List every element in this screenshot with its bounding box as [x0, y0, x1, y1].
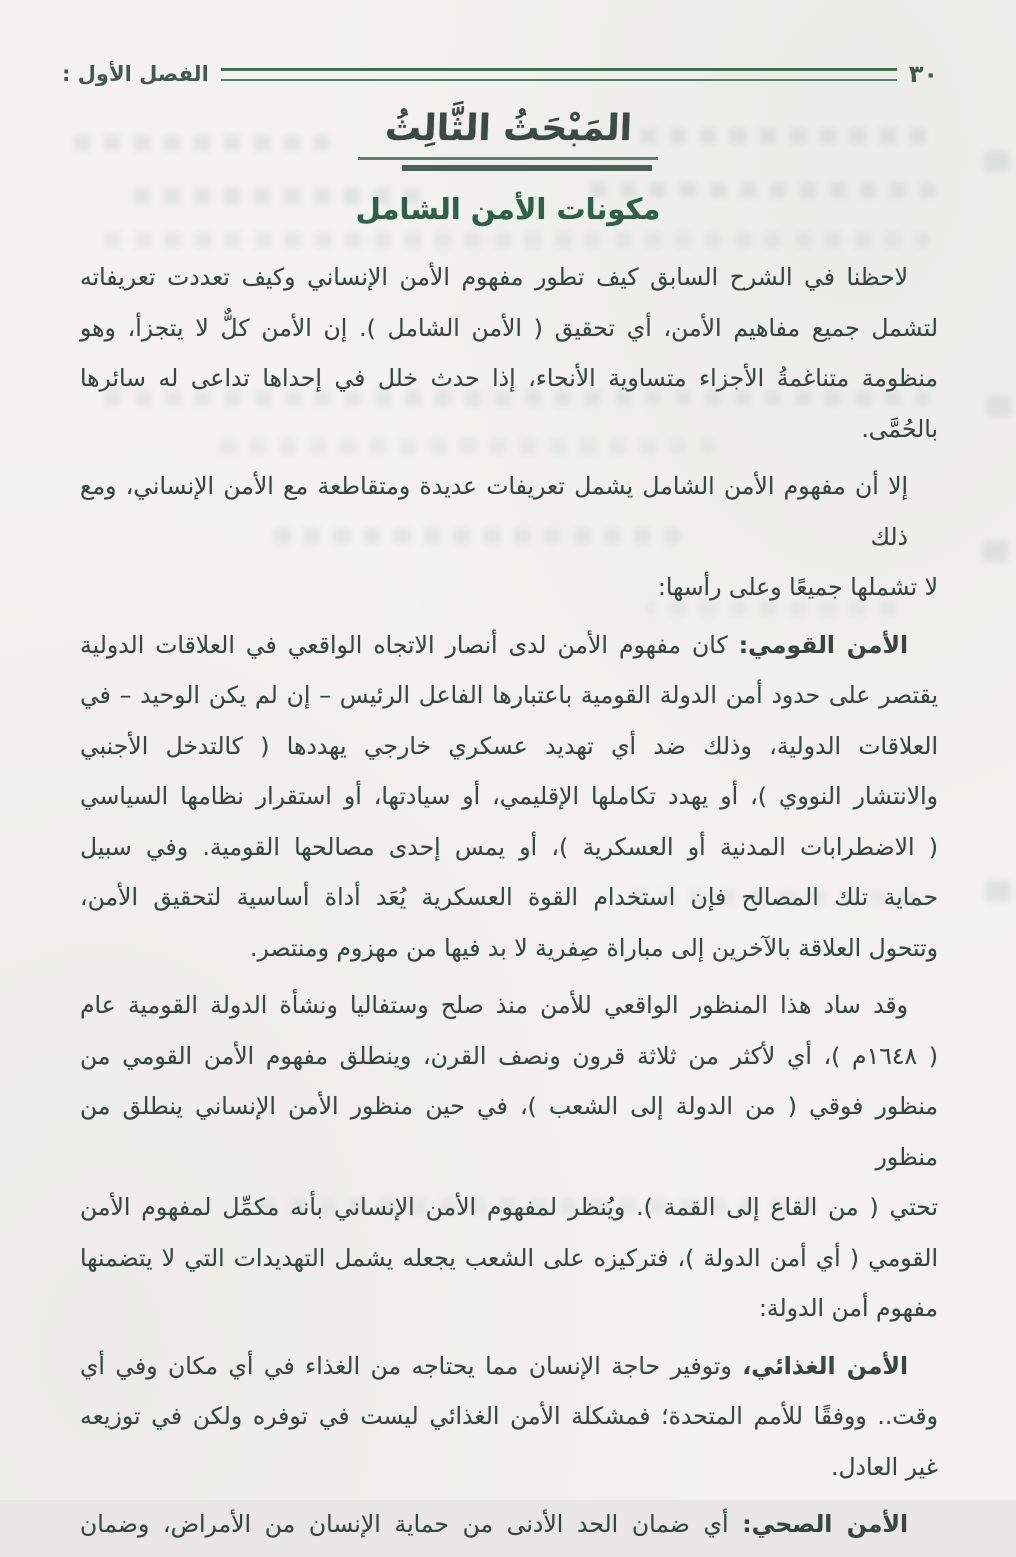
section-title: المَبْحَثُ الثَّالِثُ — [383, 108, 633, 149]
paragraph — [80, 980, 938, 1334]
paragraph — [80, 1499, 938, 1550]
page-header — [62, 60, 938, 88]
text-line: تحتي ( من القاع إلى القمة ). ويُنظر لمفهوم الأمن الإنساني بأنه مكمِّل لمفهوم الأمن — [80, 1193, 938, 1221]
paragraph — [80, 252, 938, 454]
paragraph — [80, 1341, 938, 1493]
title-underline — [358, 157, 658, 171]
title-underline-thick — [402, 165, 652, 171]
text-line: العلاقات الدولية، وذلك ضد أي تهديد عسكري خارجي يهددها ( كالتدخل الأجنبي — [80, 731, 938, 760]
text-line: منظور فوقي ( من الدولة إلى الشعب )، في حين منظور الأمن الإنساني ينطلق من منظور — [80, 1092, 938, 1171]
header-rule — [221, 68, 897, 81]
text-line: ( ١٦٤٨م )، أي لأكثر من ثلاثة قرون ونصف القرن، وينطلق مفهوم الأمن القومي من — [80, 1041, 938, 1070]
term-lead: الأمن القومي: — [738, 630, 909, 659]
text-line: حماية تلك المصالح فإن استخدام القوة العسكرية يُعَد أداة أساسية لتحقيق الأمن، — [80, 883, 938, 911]
page-title: مكونات الأمن الشامل — [355, 192, 661, 226]
body-text — [80, 252, 938, 1557]
text-line: إلا أن مفهوم الأمن الشامل يشمل تعريفات عديدة ومتقاطعة مع الأمن الإنساني، ومع ذلك — [80, 472, 908, 551]
bleed-through-artifact — [101, 232, 931, 248]
text-line: القومي ( أي أمن الدولة )، فتركيزه على الشعب يجعله يشمل التهديدات التي لا يتضمنها — [80, 1243, 938, 1272]
text-line: منظومة متناغمةُ الأجزاء متساوية الأنحاء، إذا حدث خلل في إحداها تداعى له سائرها — [80, 364, 938, 392]
text-line: غير العادل. — [830, 1452, 938, 1481]
text-line: لا تشملها جميعًا وعلى رأسها: — [657, 573, 938, 601]
term-lead: الأمن الغذائي، — [742, 1351, 908, 1380]
chapter-label: الفصل الأول : — [62, 62, 209, 86]
section-title-block — [0, 108, 1016, 171]
text-line: مفهوم أمن الدولة: — [759, 1294, 938, 1322]
text-line: وقد ساد هذا المنظور الواقعي للأمن منذ صلح وستفاليا ونشأة الدولة القومية عام — [80, 991, 908, 1019]
text-line: وقت.. ووفقًا للأمم المتحدة؛ فمشكلة الأمن الغذائي ليست في توفره ولكن في توزيعه — [80, 1402, 938, 1430]
paragraph — [80, 461, 938, 613]
bleed-through-artifact — [985, 880, 1011, 902]
text-line: وتتحول العلاقة بالآخرين إلى مباراة صِفرية لا بد فيها من مهزوم ومنتصر. — [250, 933, 938, 962]
term-lead: الأمن الصحي: — [742, 1510, 908, 1538]
page-number: ٣٠ — [908, 60, 938, 88]
text-line: الأمن الغذائي، وتوفير حاجة الإنسان مما يحتاجه من الغذاء في أي مكان وفي أي — [80, 1351, 908, 1380]
bleed-through-artifact — [986, 395, 1012, 417]
text-line: لتشمل جميع مفاهيم الأمن، أي تحقيق ( الأمن الشامل ). إن الأمن كلٌّ لا يتجزأ، وهو — [80, 313, 938, 342]
text-line: الأمن الصحي: أي ضمان الحد الأدنى من حماية الإنسان من الأمراض، وضمان — [80, 1510, 908, 1538]
title-underline-thin — [358, 157, 658, 160]
text-line: الأمن القومي: كان مفهوم الأمن لدى أنصار الاتجاه الواقعي في العلاقات الدولية — [80, 630, 909, 659]
text-line: لاحظنا في الشرح السابق كيف تطور مفهوم الأمن الإنساني وكيف تعددت تعريفاته — [80, 263, 908, 291]
text-line: والانتشار النووي )، أو يهدد تكاملها الإقليمي، أو سيادتها، أو استقرار نظامها السياسي — [80, 782, 938, 810]
text-line: ( الاضطرابات المدنية أو العسكرية )، أو يمس إحدى مصالحها القومية. وفي سبيل — [80, 832, 938, 861]
text-line: بالحُمَّى. — [861, 414, 938, 443]
text-line: يقتصر على حدود أمن الدولة القومية باعتبارها الفاعل الرئيس – إن لم يكن الوحيد – في — [80, 681, 938, 709]
bleed-through-artifact — [982, 540, 1008, 562]
paragraph — [80, 620, 938, 974]
